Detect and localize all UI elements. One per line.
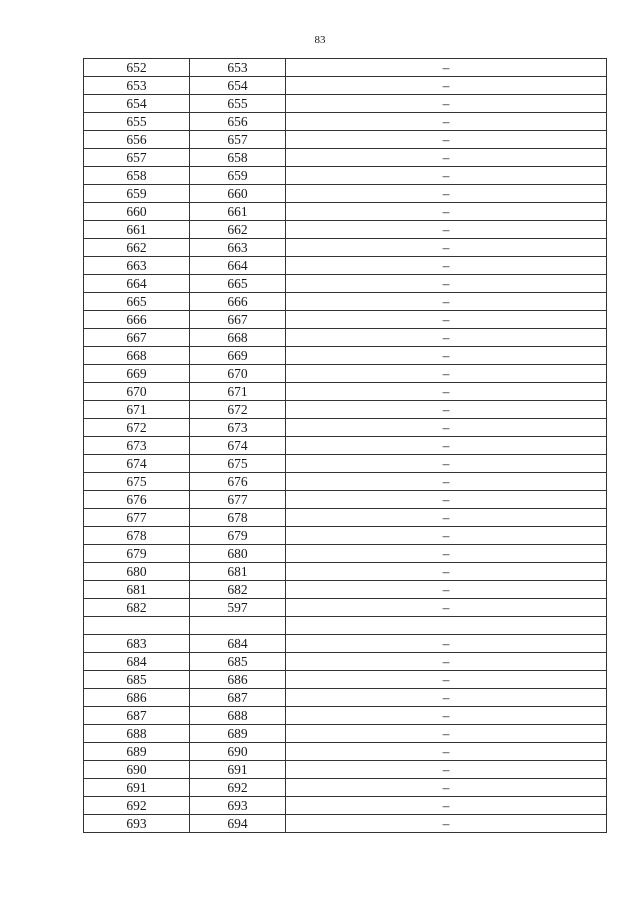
table-row <box>84 473 607 491</box>
cell-col3: – <box>286 725 607 743</box>
table-row <box>84 275 607 293</box>
table-row <box>84 293 607 311</box>
cell-col2: 659 <box>190 167 286 185</box>
cell-col1: 662 <box>84 239 190 257</box>
cell-col2: 679 <box>190 527 286 545</box>
table-row <box>84 95 607 113</box>
cell-col3: – <box>286 599 607 617</box>
cell-col3: – <box>286 653 607 671</box>
cell-col1: 682 <box>84 599 190 617</box>
cell-col1: 680 <box>84 563 190 581</box>
cell-col3: – <box>286 437 607 455</box>
data-table <box>83 58 607 833</box>
cell-col3: – <box>286 293 607 311</box>
cell-col1: 681 <box>84 581 190 599</box>
table-row <box>84 383 607 401</box>
cell-col2: 687 <box>190 689 286 707</box>
cell-col1: 692 <box>84 797 190 815</box>
cell-col3: – <box>286 311 607 329</box>
cell-col3: – <box>286 635 607 653</box>
table-row <box>84 815 607 833</box>
table-row <box>84 239 607 257</box>
cell-col2: 666 <box>190 293 286 311</box>
cell-col1: 679 <box>84 545 190 563</box>
cell-col3 <box>286 617 607 635</box>
cell-col2: 680 <box>190 545 286 563</box>
cell-col2: 671 <box>190 383 286 401</box>
cell-col1: 685 <box>84 671 190 689</box>
cell-col1: 655 <box>84 113 190 131</box>
cell-col2: 681 <box>190 563 286 581</box>
cell-col3: – <box>286 581 607 599</box>
cell-col1: 672 <box>84 419 190 437</box>
cell-col1: 676 <box>84 491 190 509</box>
cell-col1: 666 <box>84 311 190 329</box>
cell-col1: 673 <box>84 437 190 455</box>
table-row <box>84 113 607 131</box>
cell-col3: – <box>286 59 607 77</box>
table-row <box>84 563 607 581</box>
cell-col2: 677 <box>190 491 286 509</box>
table-row <box>84 77 607 95</box>
cell-col2: 675 <box>190 455 286 473</box>
cell-col2: 674 <box>190 437 286 455</box>
cell-col1: 677 <box>84 509 190 527</box>
cell-col3: – <box>286 707 607 725</box>
cell-col3: – <box>286 455 607 473</box>
cell-col2 <box>190 617 286 635</box>
table-row <box>84 581 607 599</box>
cell-col3: – <box>286 761 607 779</box>
table-row <box>84 707 607 725</box>
table-row <box>84 599 607 617</box>
table-row <box>84 329 607 347</box>
table-row <box>84 653 607 671</box>
table-row <box>84 149 607 167</box>
cell-col3: – <box>286 689 607 707</box>
cell-col2: 657 <box>190 131 286 149</box>
cell-col3: – <box>286 491 607 509</box>
cell-col1: 693 <box>84 815 190 833</box>
cell-col3: – <box>286 149 607 167</box>
cell-col2: 688 <box>190 707 286 725</box>
cell-col3: – <box>286 527 607 545</box>
table-row <box>84 671 607 689</box>
cell-col3: – <box>286 743 607 761</box>
cell-col1: 675 <box>84 473 190 491</box>
cell-col2: 661 <box>190 203 286 221</box>
cell-col2: 670 <box>190 365 286 383</box>
table-row <box>84 203 607 221</box>
cell-col2: 694 <box>190 815 286 833</box>
table-row <box>84 761 607 779</box>
cell-col3: – <box>286 113 607 131</box>
cell-col1: 664 <box>84 275 190 293</box>
cell-col2: 692 <box>190 779 286 797</box>
table-row <box>84 797 607 815</box>
table-row <box>84 419 607 437</box>
table-row <box>84 401 607 419</box>
cell-col2: 662 <box>190 221 286 239</box>
table-row <box>84 365 607 383</box>
cell-col1: 667 <box>84 329 190 347</box>
cell-col2: 664 <box>190 257 286 275</box>
cell-col3: – <box>286 131 607 149</box>
cell-col1: 687 <box>84 707 190 725</box>
cell-col2: 682 <box>190 581 286 599</box>
table-row <box>84 167 607 185</box>
cell-col1: 653 <box>84 77 190 95</box>
cell-col2: 656 <box>190 113 286 131</box>
cell-col1: 663 <box>84 257 190 275</box>
cell-col2: 597 <box>190 599 286 617</box>
cell-col2: 685 <box>190 653 286 671</box>
cell-col1: 658 <box>84 167 190 185</box>
table-row <box>84 59 607 77</box>
table-row <box>84 743 607 761</box>
cell-col1: 683 <box>84 635 190 653</box>
cell-col1: 659 <box>84 185 190 203</box>
table-row <box>84 437 607 455</box>
table-row <box>84 455 607 473</box>
cell-col2: 690 <box>190 743 286 761</box>
cell-col2: 667 <box>190 311 286 329</box>
cell-col3: – <box>286 671 607 689</box>
cell-col3: – <box>286 239 607 257</box>
cell-col3: – <box>286 419 607 437</box>
cell-col1: 668 <box>84 347 190 365</box>
cell-col3: – <box>286 563 607 581</box>
cell-col1: 661 <box>84 221 190 239</box>
table-row <box>84 221 607 239</box>
table-row <box>84 527 607 545</box>
cell-col2: 676 <box>190 473 286 491</box>
cell-col3: – <box>286 257 607 275</box>
cell-col1: 688 <box>84 725 190 743</box>
table-row <box>84 509 607 527</box>
cell-col3: – <box>286 221 607 239</box>
page-number: 83 <box>314 34 326 46</box>
cell-col3: – <box>286 779 607 797</box>
cell-col1: 654 <box>84 95 190 113</box>
cell-col1: 671 <box>84 401 190 419</box>
cell-col1: 684 <box>84 653 190 671</box>
cell-col3: – <box>286 383 607 401</box>
cell-col3: – <box>286 77 607 95</box>
cell-col2: 655 <box>190 95 286 113</box>
cell-col2: 665 <box>190 275 286 293</box>
cell-col2: 686 <box>190 671 286 689</box>
cell-col3: – <box>286 365 607 383</box>
table-row <box>84 545 607 563</box>
cell-col1: 670 <box>84 383 190 401</box>
cell-col1: 678 <box>84 527 190 545</box>
cell-col2: 654 <box>190 77 286 95</box>
cell-col1: 660 <box>84 203 190 221</box>
cell-col1: 669 <box>84 365 190 383</box>
cell-col1: 690 <box>84 761 190 779</box>
cell-col2: 653 <box>190 59 286 77</box>
cell-col2: 672 <box>190 401 286 419</box>
cell-col1: 665 <box>84 293 190 311</box>
table-row <box>84 617 607 635</box>
cell-col1: 652 <box>84 59 190 77</box>
cell-col1: 674 <box>84 455 190 473</box>
cell-col1: 689 <box>84 743 190 761</box>
cell-col2: 669 <box>190 347 286 365</box>
cell-col3: – <box>286 95 607 113</box>
table-row <box>84 257 607 275</box>
cell-col2: 663 <box>190 239 286 257</box>
cell-col1: 657 <box>84 149 190 167</box>
cell-col3: – <box>286 797 607 815</box>
cell-col1: 686 <box>84 689 190 707</box>
cell-col2: 689 <box>190 725 286 743</box>
cell-col3: – <box>286 203 607 221</box>
cell-col3: – <box>286 473 607 491</box>
table-row <box>84 311 607 329</box>
cell-col2: 691 <box>190 761 286 779</box>
table-row <box>84 635 607 653</box>
cell-col1: 656 <box>84 131 190 149</box>
table-row <box>84 347 607 365</box>
cell-col3: – <box>286 167 607 185</box>
cell-col2: 673 <box>190 419 286 437</box>
table-row <box>84 185 607 203</box>
table-row <box>84 491 607 509</box>
table-row <box>84 725 607 743</box>
cell-col1: 691 <box>84 779 190 797</box>
cell-col2: 660 <box>190 185 286 203</box>
table-row <box>84 689 607 707</box>
cell-col3: – <box>286 275 607 293</box>
cell-col2: 678 <box>190 509 286 527</box>
cell-col3: – <box>286 185 607 203</box>
cell-col2: 658 <box>190 149 286 167</box>
cell-col2: 684 <box>190 635 286 653</box>
table-row <box>84 779 607 797</box>
cell-col1 <box>84 617 190 635</box>
table-body <box>84 59 607 833</box>
cell-col2: 693 <box>190 797 286 815</box>
cell-col3: – <box>286 329 607 347</box>
cell-col3: – <box>286 815 607 833</box>
cell-col3: – <box>286 545 607 563</box>
cell-col3: – <box>286 509 607 527</box>
table-row <box>84 131 607 149</box>
cell-col2: 668 <box>190 329 286 347</box>
cell-col3: – <box>286 347 607 365</box>
cell-col3: – <box>286 401 607 419</box>
